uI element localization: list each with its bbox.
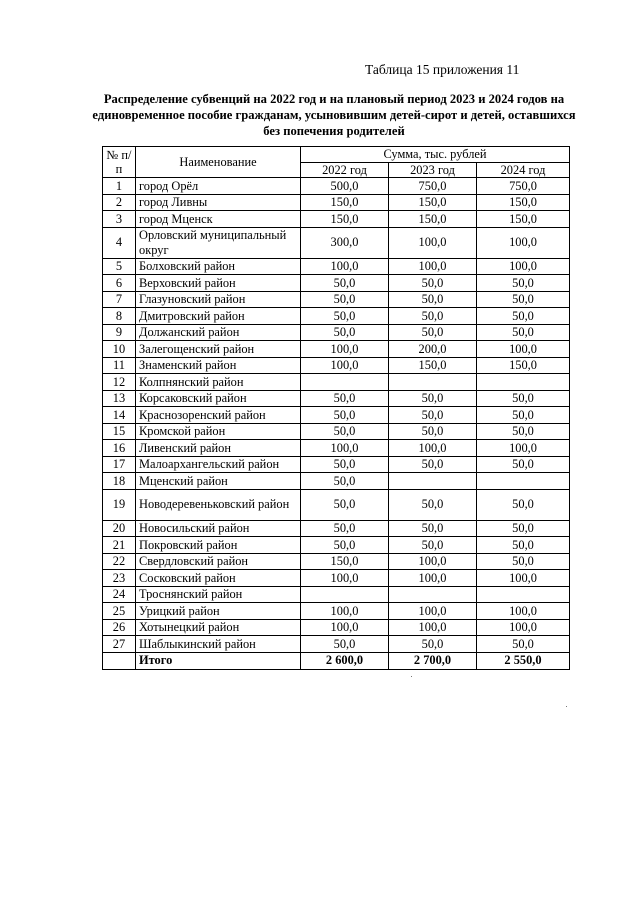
row-number: 16 — [103, 440, 136, 457]
row-value-2023: 50,0 — [389, 537, 477, 554]
row-value-2023: 50,0 — [389, 456, 477, 473]
row-value-2024 — [477, 473, 570, 490]
table-row — [103, 489, 570, 520]
row-name: город Мценск — [136, 211, 301, 228]
row-value-2023: 50,0 — [389, 308, 477, 325]
total-num-cell — [103, 652, 136, 669]
row-value-2023: 50,0 — [389, 423, 477, 440]
table-row — [103, 456, 570, 473]
table-row — [103, 291, 570, 308]
row-number: 20 — [103, 520, 136, 537]
total-2024: 2 550,0 — [477, 652, 570, 669]
row-value-2022: 50,0 — [301, 390, 389, 407]
row-name: Ливенский район — [136, 440, 301, 457]
header-sum: Сумма, тыс. рублей — [301, 147, 570, 163]
row-value-2024: 50,0 — [477, 407, 570, 424]
row-value-2023: 150,0 — [389, 357, 477, 374]
table-row — [103, 586, 570, 603]
row-value-2022: 50,0 — [301, 537, 389, 554]
row-value-2023: 50,0 — [389, 390, 477, 407]
row-number: 4 — [103, 227, 136, 258]
table-row — [103, 603, 570, 620]
row-value-2022: 50,0 — [301, 473, 389, 490]
row-value-2022: 50,0 — [301, 636, 389, 653]
row-value-2023: 50,0 — [389, 489, 477, 520]
row-number: 27 — [103, 636, 136, 653]
row-value-2022: 150,0 — [301, 194, 389, 211]
row-value-2022: 50,0 — [301, 489, 389, 520]
header-name: Наименование — [136, 147, 301, 178]
row-value-2023: 100,0 — [389, 227, 477, 258]
row-value-2023 — [389, 586, 477, 603]
row-value-2022: 50,0 — [301, 324, 389, 341]
table-row — [103, 374, 570, 391]
row-name: Колпнянский район — [136, 374, 301, 391]
row-number: 15 — [103, 423, 136, 440]
row-name: Болховский район — [136, 258, 301, 275]
row-value-2024: 100,0 — [477, 570, 570, 587]
row-number: 23 — [103, 570, 136, 587]
row-value-2024: 150,0 — [477, 357, 570, 374]
row-value-2023 — [389, 473, 477, 490]
row-value-2022: 50,0 — [301, 308, 389, 325]
row-value-2024: 150,0 — [477, 211, 570, 228]
header-year-2023: 2023 год — [389, 162, 477, 178]
table-body — [103, 178, 570, 653]
table-row — [103, 423, 570, 440]
row-name: Шаблыкинский район — [136, 636, 301, 653]
table-row — [103, 258, 570, 275]
row-name: Троснянский район — [136, 586, 301, 603]
row-number: 13 — [103, 390, 136, 407]
table-row — [103, 357, 570, 374]
row-value-2024: 100,0 — [477, 440, 570, 457]
row-value-2024: 100,0 — [477, 619, 570, 636]
row-value-2022: 100,0 — [301, 258, 389, 275]
total-label: Итого — [136, 652, 301, 669]
row-number: 6 — [103, 275, 136, 292]
row-value-2022: 150,0 — [301, 211, 389, 228]
scan-speck — [566, 706, 567, 707]
row-value-2024: 50,0 — [477, 537, 570, 554]
row-value-2022: 100,0 — [301, 570, 389, 587]
row-name: Корсаковский район — [136, 390, 301, 407]
row-number: 3 — [103, 211, 136, 228]
row-value-2024: 50,0 — [477, 456, 570, 473]
row-value-2022: 100,0 — [301, 341, 389, 358]
row-value-2023: 100,0 — [389, 603, 477, 620]
row-number: 14 — [103, 407, 136, 424]
table-row — [103, 570, 570, 587]
total-row — [103, 652, 570, 669]
row-name: Знаменский район — [136, 357, 301, 374]
row-value-2022 — [301, 586, 389, 603]
row-number: 11 — [103, 357, 136, 374]
row-value-2023: 100,0 — [389, 553, 477, 570]
row-name: Новодеревеньковский район — [136, 489, 301, 520]
row-value-2024 — [477, 374, 570, 391]
row-value-2022 — [301, 374, 389, 391]
row-number: 25 — [103, 603, 136, 620]
table-row — [103, 341, 570, 358]
row-value-2022: 150,0 — [301, 553, 389, 570]
row-name: Дмитровский район — [136, 308, 301, 325]
table-row — [103, 308, 570, 325]
row-value-2023: 50,0 — [389, 636, 477, 653]
row-value-2024: 50,0 — [477, 520, 570, 537]
row-value-2023: 50,0 — [389, 407, 477, 424]
row-name: Покровский район — [136, 537, 301, 554]
row-number: 12 — [103, 374, 136, 391]
row-value-2023: 150,0 — [389, 211, 477, 228]
row-number: 5 — [103, 258, 136, 275]
row-name: Новосильский район — [136, 520, 301, 537]
row-name: Должанский район — [136, 324, 301, 341]
row-value-2024: 50,0 — [477, 324, 570, 341]
row-number: 24 — [103, 586, 136, 603]
header-year-2024: 2024 год — [477, 162, 570, 178]
scan-speck — [411, 676, 412, 677]
row-value-2024: 100,0 — [477, 603, 570, 620]
row-name: Краснозоренский район — [136, 407, 301, 424]
row-number: 17 — [103, 456, 136, 473]
row-value-2022: 100,0 — [301, 357, 389, 374]
subvention-table — [102, 146, 570, 670]
row-value-2022: 50,0 — [301, 423, 389, 440]
row-value-2023: 100,0 — [389, 619, 477, 636]
table-row — [103, 636, 570, 653]
row-value-2024: 50,0 — [477, 275, 570, 292]
row-value-2024: 50,0 — [477, 291, 570, 308]
row-value-2024: 50,0 — [477, 308, 570, 325]
row-value-2024: 150,0 — [477, 194, 570, 211]
table-row — [103, 178, 570, 195]
header-num: № п/п — [103, 147, 136, 178]
document-title: Распределение субвенций на 2022 год и на плановый период 2023 и 2024 годов на единовременное пособие гражданам, усыновившим детей-сирот и детей, оставшихся без попечения родителей — [92, 92, 576, 138]
row-value-2023: 50,0 — [389, 324, 477, 341]
row-value-2023: 750,0 — [389, 178, 477, 195]
table-row — [103, 211, 570, 228]
table-header — [103, 147, 570, 178]
table-row — [103, 275, 570, 292]
row-value-2022: 100,0 — [301, 440, 389, 457]
row-name: город Ливны — [136, 194, 301, 211]
row-value-2024: 100,0 — [477, 227, 570, 258]
table-row — [103, 520, 570, 537]
row-name: Свердловский район — [136, 553, 301, 570]
table-row — [103, 553, 570, 570]
table-row — [103, 194, 570, 211]
row-number: 7 — [103, 291, 136, 308]
row-value-2023 — [389, 374, 477, 391]
row-value-2022: 50,0 — [301, 520, 389, 537]
table-row — [103, 440, 570, 457]
row-value-2024: 50,0 — [477, 553, 570, 570]
row-number: 2 — [103, 194, 136, 211]
row-number: 1 — [103, 178, 136, 195]
row-number: 19 — [103, 489, 136, 520]
row-value-2023: 50,0 — [389, 520, 477, 537]
total-2022: 2 600,0 — [301, 652, 389, 669]
row-number: 18 — [103, 473, 136, 490]
table-row — [103, 390, 570, 407]
row-number: 8 — [103, 308, 136, 325]
row-value-2022: 50,0 — [301, 407, 389, 424]
row-name: Малоархангельский район — [136, 456, 301, 473]
row-value-2023: 100,0 — [389, 440, 477, 457]
row-name: город Орёл — [136, 178, 301, 195]
row-name: Верховский район — [136, 275, 301, 292]
row-name: Сосковский район — [136, 570, 301, 587]
row-number: 22 — [103, 553, 136, 570]
row-name: Мценский район — [136, 473, 301, 490]
row-value-2023: 150,0 — [389, 194, 477, 211]
row-number: 9 — [103, 324, 136, 341]
table-row — [103, 537, 570, 554]
row-value-2022: 50,0 — [301, 456, 389, 473]
total-2023: 2 700,0 — [389, 652, 477, 669]
table-row — [103, 227, 570, 258]
row-value-2024 — [477, 586, 570, 603]
row-name: Орловский муниципальный округ — [136, 227, 301, 258]
row-value-2024: 100,0 — [477, 258, 570, 275]
row-value-2023: 100,0 — [389, 258, 477, 275]
row-number: 21 — [103, 537, 136, 554]
row-value-2023: 100,0 — [389, 570, 477, 587]
row-number: 26 — [103, 619, 136, 636]
row-value-2023: 200,0 — [389, 341, 477, 358]
row-value-2024: 50,0 — [477, 489, 570, 520]
row-value-2024: 100,0 — [477, 341, 570, 358]
row-name: Хотынецкий район — [136, 619, 301, 636]
row-name: Урицкий район — [136, 603, 301, 620]
table-row — [103, 473, 570, 490]
row-name: Кромской район — [136, 423, 301, 440]
row-value-2023: 50,0 — [389, 291, 477, 308]
table-row — [103, 324, 570, 341]
row-value-2022: 100,0 — [301, 619, 389, 636]
row-value-2024: 50,0 — [477, 390, 570, 407]
row-value-2022: 500,0 — [301, 178, 389, 195]
table-caption: Таблица 15 приложения 11 — [365, 62, 520, 77]
row-value-2023: 50,0 — [389, 275, 477, 292]
row-value-2022: 50,0 — [301, 291, 389, 308]
table-row — [103, 407, 570, 424]
row-name: Залегощенский район — [136, 341, 301, 358]
row-value-2022: 300,0 — [301, 227, 389, 258]
header-year-2022: 2022 год — [301, 162, 389, 178]
row-value-2022: 100,0 — [301, 603, 389, 620]
table-row — [103, 619, 570, 636]
row-value-2024: 50,0 — [477, 636, 570, 653]
row-value-2024: 750,0 — [477, 178, 570, 195]
row-value-2022: 50,0 — [301, 275, 389, 292]
row-name: Глазуновский район — [136, 291, 301, 308]
row-number: 10 — [103, 341, 136, 358]
row-value-2024: 50,0 — [477, 423, 570, 440]
